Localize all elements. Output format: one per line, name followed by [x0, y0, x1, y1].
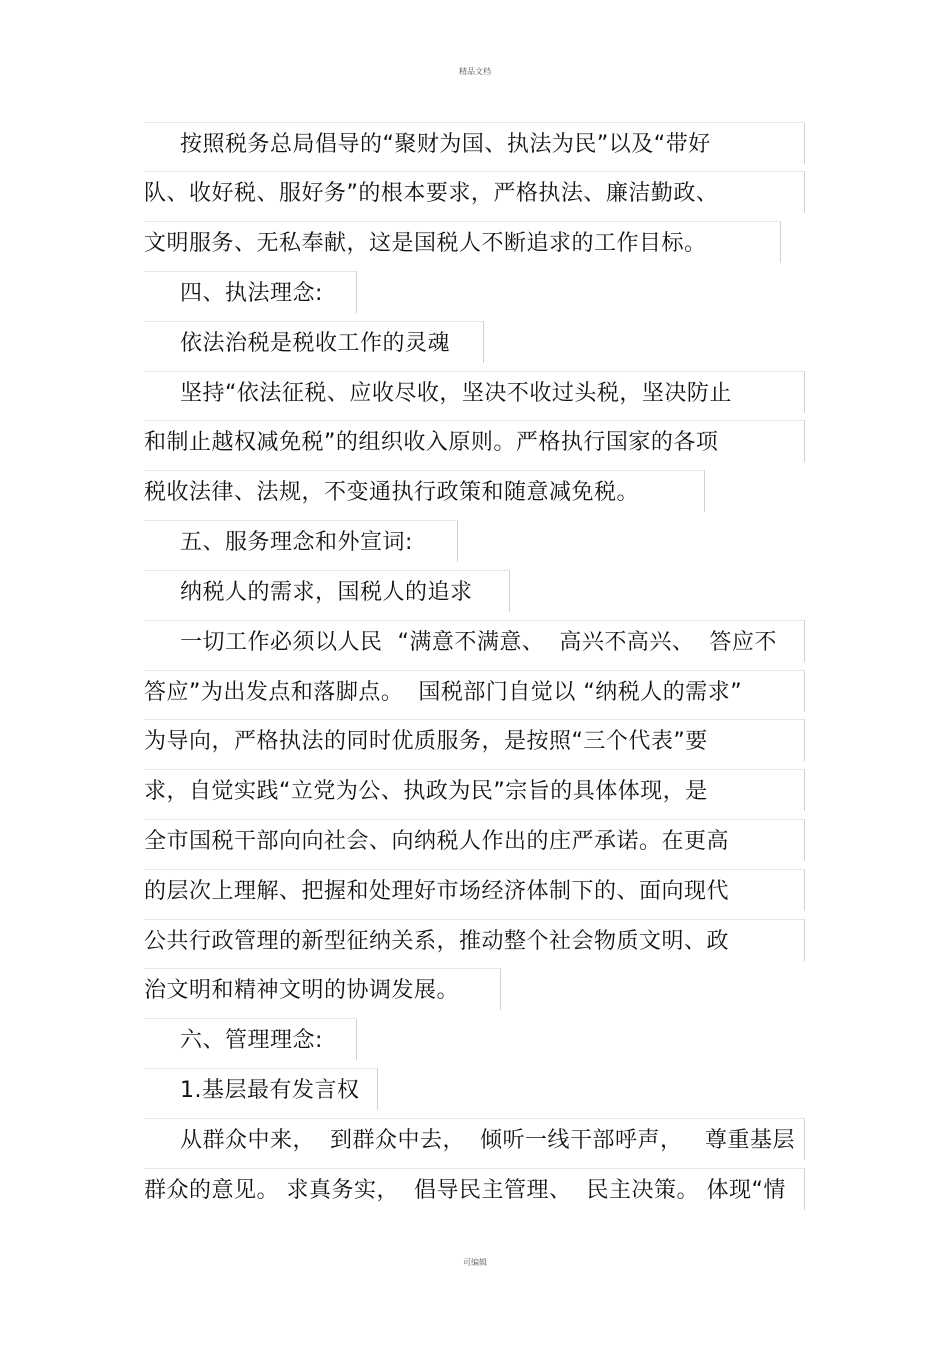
- line-text: 税收法律、法规，不变通执行政策和随意减免税。: [144, 480, 640, 505]
- line-text: 从群众中来， 到群众中去， 倾听一线干部呼声， 尊重基层: [180, 1128, 795, 1153]
- line-text: 六、管理理念:: [180, 1028, 323, 1053]
- text-line: [144, 769, 805, 811]
- page-header-mark: 精品文档: [459, 67, 491, 76]
- text-line: [144, 1018, 357, 1060]
- text-line: [144, 919, 805, 961]
- line-text: 纳税人的需求，国税人的追求: [180, 580, 473, 605]
- line-text: 一切工作必须以人民 “满意不满意、 高兴不高兴、 答应不: [180, 630, 777, 655]
- text-line: [144, 620, 805, 662]
- text-line: [144, 570, 510, 612]
- text-line: [144, 819, 805, 861]
- text-line: [144, 271, 357, 313]
- line-text: 按照税务总局倡导的“聚财为国、执法为民”以及“带好: [180, 132, 711, 157]
- page-footer-mark: 可编辑: [463, 1258, 487, 1267]
- text-line: [144, 1168, 805, 1210]
- line-text: 治文明和精神文明的协调发展。: [144, 978, 460, 1003]
- text-line: [144, 670, 805, 712]
- text-line: [144, 221, 781, 263]
- text-line: [144, 719, 805, 761]
- text-line: [144, 869, 805, 911]
- line-text: 群众的意见。 求真务实， 倡导民主管理、 民主决策。 体现“情: [144, 1178, 786, 1203]
- text-line: [144, 470, 705, 512]
- text-line: [144, 371, 805, 413]
- text-line: [144, 171, 805, 213]
- text-line: [144, 420, 805, 462]
- line-text: 坚持“依法征税、应收尽收，坚决不收过头税，坚决防止: [180, 381, 732, 406]
- line-text: 全市国税干部向向社会、向纳税人作出的庄严承诺。在更高: [144, 829, 730, 854]
- line-text: 和制止越权减免税”的组织收入原则。严格执行国家的各项: [144, 430, 719, 455]
- line-text: 答应”为出发点和落脚点。 国税部门自觉以 “纳税人的需求”: [144, 680, 743, 705]
- line-text: 1.基层最有发言权: [180, 1078, 360, 1103]
- text-line: [144, 122, 805, 164]
- line-text: 公共行政管理的新型征纳关系，推动整个社会物质文明、政: [144, 929, 730, 954]
- text-line: [144, 321, 484, 363]
- line-text: 四、执法理念:: [180, 281, 323, 306]
- line-text: 为导向，严格执法的同时优质服务，是按照“三个代表”要: [144, 729, 708, 754]
- text-line: [144, 520, 458, 562]
- text-line: [144, 1068, 378, 1110]
- line-text: 文明服务、无私奉献，这是国税人不断追求的工作目标。: [144, 231, 707, 256]
- text-line: [144, 1118, 805, 1160]
- text-line: [144, 968, 501, 1010]
- line-text: 求，自觉实践“立党为公、执政为民”宗旨的具体体现，是: [144, 779, 708, 804]
- line-text: 依法治税是税收工作的灵魂: [180, 331, 451, 356]
- line-text: 的层次上理解、把握和处理好市场经济体制下的、面向现代: [144, 879, 730, 904]
- line-text: 五、服务理念和外宣词:: [180, 530, 413, 555]
- line-text: 队、收好税、服好务”的根本要求，严格执法、廉洁勤政、: [144, 181, 719, 206]
